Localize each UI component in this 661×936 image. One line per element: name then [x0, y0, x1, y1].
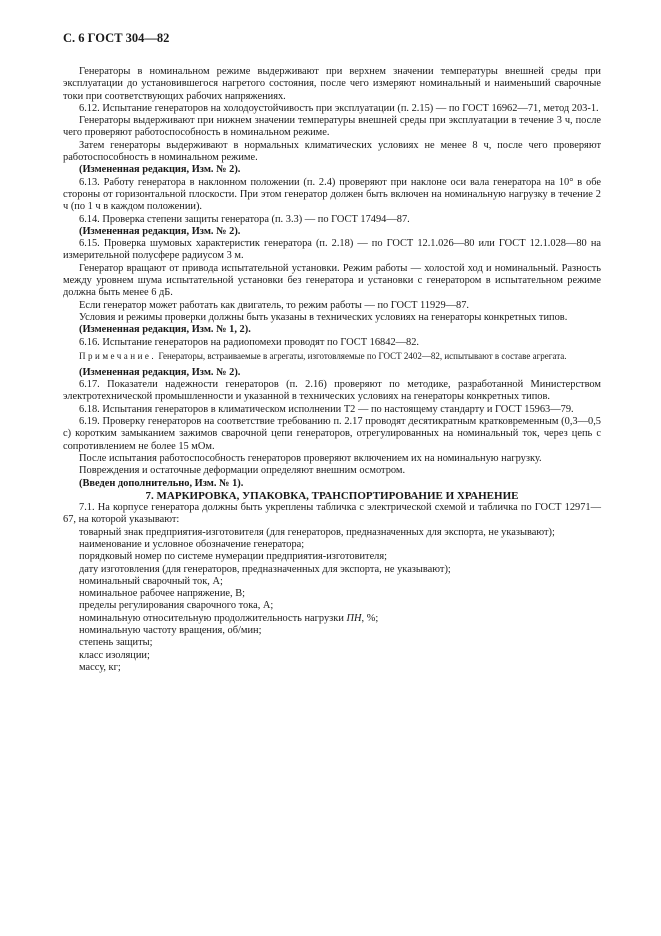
list-item: пределы регулирования сварочного тока, А;	[79, 600, 274, 612]
paragraph: 7.1. На корпусе генератора должны быть укреплены табличка с электрической схемой и табличка по ГОСТ 12971—67, на которой указывают:	[63, 502, 601, 526]
list-item-text: номинальную относительную продолжительность нагрузки	[79, 612, 344, 624]
paragraph: Если генератор может работать как двигатель, то режим работы — по ГОСТ 11929—87.	[79, 299, 470, 311]
amendment-note: (Измененная редакция, Изм. № 2).	[79, 225, 241, 237]
paragraph: 6.18. Испытания генераторов в климатическом исполнении Т2 — по настоящему стандарту и ГОСТ 15963—79.	[79, 403, 574, 415]
amendment-note: (Измененная редакция, Изм. № 1, 2).	[79, 324, 251, 336]
paragraph: Генераторы в номинальном режиме выдерживают при верхнем значении температуры внешней среды при эксплуатации до установившегося нагретого состояния, после чего измеряют номинальный и наименьший сварочные токи при соответствующих рабочих напряжениях.	[63, 66, 601, 102]
amendment-note: (Введен дополнительно, Изм. № 1).	[79, 477, 244, 489]
list-item-italic: ПН	[346, 612, 362, 624]
paragraph: Условия и режимы проверки должны быть указаны в технических условиях на генераторы конкретных типов.	[79, 311, 568, 323]
paragraph: Затем генераторы выдерживают в нормальных климатических условиях не менее 8 ч, после чего проверяют работоспособность в номинальном режиме.	[63, 139, 601, 164]
amendment-note: (Измененная редакция, Изм. № 2).	[79, 164, 241, 176]
list-item: порядковый номер по системе нумерации предприятия-изготовителя;	[79, 551, 388, 563]
list-item: степень защиты;	[79, 637, 153, 649]
list-item: дату изготовления (для генераторов, предназначенных для экспорта, не указывают);	[79, 563, 451, 575]
page-header: С. 6 ГОСТ 304—82	[63, 31, 170, 45]
marking-list	[63, 527, 601, 675]
amendment-note: (Измененная редакция, Изм. № 2).	[79, 366, 241, 378]
note-text: Генераторы, встраиваемые в агрегаты, изготовляемые по ГОСТ 2402—82, испытывают в составе агрегата.	[158, 350, 567, 361]
list-item: наименование и условное обозначение генератора;	[79, 538, 305, 550]
paragraph: 6.15. Проверка шумовых характеристик генератора (п. 2.18) — по ГОСТ 12.1.026—80 или ГОСТ 12.1.028—80 на измерительной полусфере радиусом 3 м.	[63, 238, 601, 262]
paragraph: 6.16. Испытание генераторов на радиопомехи проводят по ГОСТ 16842—82.	[79, 336, 420, 348]
list-item: товарный знак предприятия-изготовителя (для генераторов, предназначенных для экспорта, не указывают);	[79, 526, 555, 538]
document-body	[63, 66, 601, 674]
list-item: номинальный сварочный ток, А;	[79, 575, 223, 587]
paragraph: Генераторы выдерживают при нижнем значении температуры внешней среды при эксплуатации в течение 3 ч, после чего проверяют работоспособность в номинальном режиме.	[63, 115, 601, 139]
list-item: массу, кг;	[79, 661, 121, 673]
list-item: номинальное рабочее напряжение, В;	[79, 588, 246, 600]
section-heading: 7. МАРКИРОВКА, УПАКОВКА, ТРАНСПОРТИРОВАНИЕ И ХРАНЕНИЕ	[145, 489, 519, 502]
list-item-tail: , %;	[361, 612, 379, 624]
paragraph: Генератор вращают от привода испытательной установки. Режим работы — холостой ход и номинальный. Разность между уровнем шума испытательной установки без генератора и установки с генератором в испытательном режиме должна быть менее 6 дБ.	[63, 262, 601, 299]
footnote	[63, 351, 601, 362]
list-item: номинальную частоту вращения, об/мин;	[79, 625, 262, 637]
paragraph: 6.14. Проверка степени защиты генератора (п. 3.3) — по ГОСТ 17494—87.	[79, 213, 410, 225]
paragraph: Повреждения и остаточные деформации определяют внешним осмотром.	[79, 465, 406, 477]
paragraph: 6.13. Работу генератора в наклонном положении (п. 2.4) проверяют при наклоне оси вала генератора на 10° в обе стороны от горизонтальной плоскости. При этом генератор должен быть включен на номинальную нагрузку в течение 2 ч (по 1 ч в каждом положении).	[63, 176, 601, 213]
list-item: класс изоляции;	[79, 649, 150, 661]
paragraph: 6.19. Проверку генераторов на соответствие требованию п. 2.17 проводят десятикратным кратковременным (0,3—0,5 с) коротким замыканием зажимов сварочной цепи генераторов, отрегулированных на номинальный ток, через цепь с сопротивлением не более 15 мОм.	[63, 416, 601, 452]
paragraph: 6.12. Испытание генераторов на холодоустойчивость при эксплуатации (п. 2.15) — по ГОСТ 16962—71, метод 203-1.	[79, 102, 599, 114]
paragraph: 6.17. Показатели надежности генераторов (п. 2.16) проверяют по методике, разработанной Министерством электротехнической промышленности и указанной в технических условиях на генераторы конкретных типов.	[63, 379, 601, 403]
paragraph: После испытания работоспособность генераторов проверяют включением их на номинальную нагрузку.	[79, 452, 542, 464]
note-label: Примечание.	[79, 350, 157, 361]
list-item	[63, 613, 601, 625]
